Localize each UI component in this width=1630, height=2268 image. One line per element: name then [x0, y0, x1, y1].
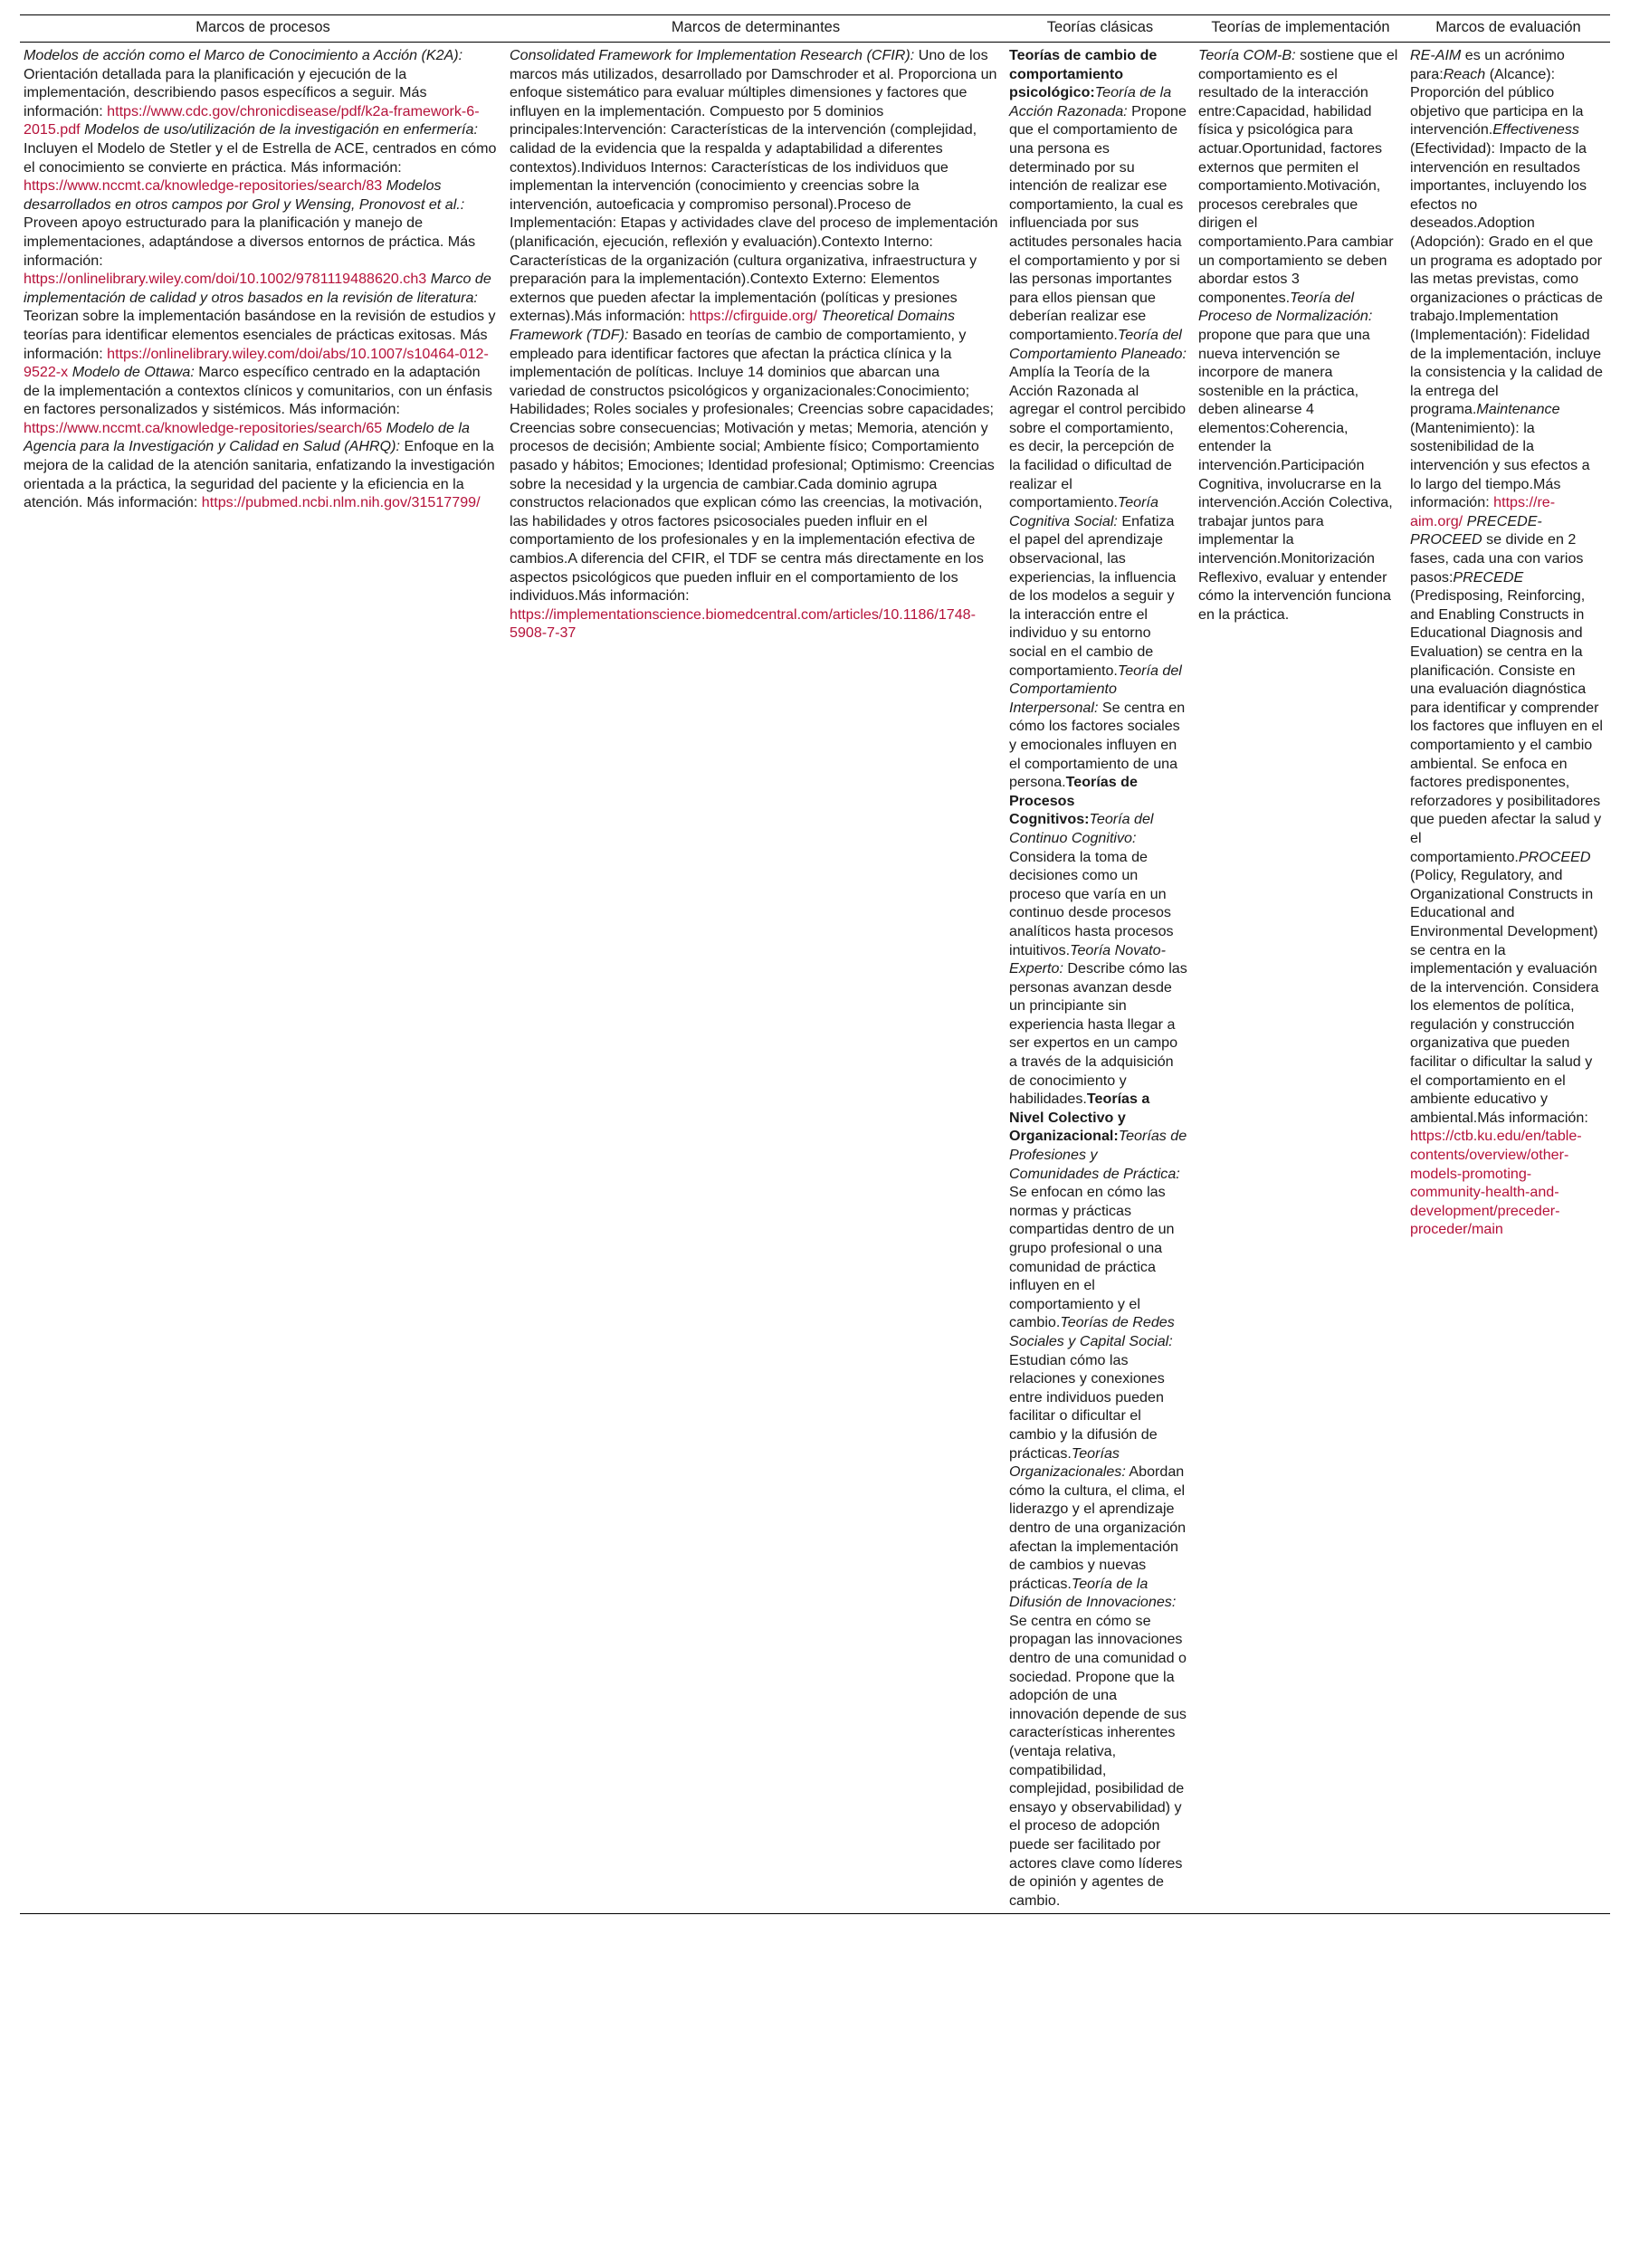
- bold-heading: Teorías de Procesos Cognitivos:: [1009, 774, 1138, 828]
- body-text: Teorizan sobre la implementación basándose en la revisión de estudios y teorías para identificar elementos esenciales de prácticas exitosas. Más información:: [24, 308, 496, 362]
- bold-heading: Teorías de cambio de comportamiento psicológico:: [1009, 47, 1158, 101]
- italic-term: Teoría de la Difusión de Innovaciones:: [1009, 1575, 1177, 1611]
- italic-term: Teoría del Comportamiento Planeado:: [1009, 326, 1187, 362]
- italic-term: Teorías Organizacionales:: [1009, 1444, 1126, 1481]
- reference-link[interactable]: https://www.nccmt.ca/knowledge-repositories/search/83: [24, 177, 383, 195]
- body-text: (Alcance): Proporción del público objetivo que participa en la intervención.: [1410, 65, 1584, 138]
- italic-term: Modelo de Ottawa:: [71, 364, 195, 381]
- header-classic-theories: Teorías clásicas: [1046, 19, 1154, 35]
- italic-term: Modelos desarrollados en otros campos por Grol y Wensing, Pronovost et al.:: [24, 177, 465, 213]
- header-determinant-frameworks: Marcos de determinantes: [671, 19, 841, 35]
- reference-link[interactable]: https://www.nccmt.ca/knowledge-repositories/search/65: [24, 419, 383, 436]
- italic-term: Consolidated Framework for Implementation Research (CFIR):: [510, 47, 915, 63]
- reference-link[interactable]: https://www.cdc.gov/chronicdisease/pdf/k2a-framework-6-2015.pdf: [24, 102, 480, 138]
- italic-term: Teorías de Profesiones y Comunidades de Práctica:: [1009, 1128, 1187, 1182]
- reference-link[interactable]: https://cfirguide.org/: [689, 308, 817, 325]
- italic-term: Effectiveness: [1492, 121, 1579, 138]
- cell-evaluation-frameworks: [1406, 43, 1610, 1914]
- cell-implementation-theories: [1195, 43, 1406, 1914]
- body-text: Marco específico centrado en la adaptación de la implementación a contextos clínicos y comunitarios, con un énfasis en factores personalizados y sistémicos. Más información:: [24, 364, 492, 418]
- body-text: Orientación detallada para la planificación y ejecución de la implementación, describiendo pasos específicos a seguir. Más información:: [24, 65, 427, 119]
- italic-term: Marco de implementación de calidad y otros basados en la revisión de literatura:: [24, 271, 491, 306]
- italic-term: Teoría del Comportamiento Interpersonal:: [1009, 662, 1182, 716]
- body-text: Amplía la Teoría de la Acción Razonada al agregar el control percibido sobre el comportamiento, es decir, la percepción de la facilidad o dificultad de realizar el comportamiento.: [1009, 364, 1187, 511]
- body-text: (Mantenimiento): la sostenibilidad de la intervención y sus efectos a lo largo del tiempo.Más información:: [1410, 419, 1590, 511]
- italic-term: Maintenance: [1476, 401, 1560, 418]
- table-header: [20, 15, 1610, 43]
- header-process-frameworks: Marcos de procesos: [195, 19, 330, 35]
- body-text: Enfoque en la mejora de la calidad de la atención sanitaria, enfatizando la investigación orientada a la práctica, la seguridad del paciente y la eficiencia en la atención. Más información:: [24, 438, 495, 511]
- italic-term: PRECEDE-PROCEED: [1410, 512, 1542, 548]
- body-text: (Efectividad): Impacto de la intervención en resultados importantes, incluyendo los efectos no deseados.Adoption (Adopción): Grado en el que un programa es adoptado por las metas previstas, como organizaciones o prácticas de trabajo.Implementation (Implementación): Fidelidad de la implementación, incluye la consistencia y la calidad de la entrega del programa.: [1410, 139, 1603, 418]
- table-body: [20, 43, 1610, 1914]
- italic-term: Teoría COM-B:: [1198, 47, 1296, 63]
- body-text: sostiene que el comportamiento es el resultado de la interacción entre:Capacidad, habilidad física y psicológica para actuar.Oportunidad, factores externos que permiten el comportamiento.Motivación, procesos cerebrales que dirigen el comportamiento.Para cambiar un comportamiento se deben abordar estos 3 componentes.: [1198, 47, 1398, 306]
- body-text: Enfatiza el papel del aprendizaje observacional, las experiencias, la influencia de los modelos a seguir y la interacción entre el individuo y su entorno social en el cambio de comportamiento.: [1009, 512, 1177, 679]
- body-text: Considera la toma de decisiones como un proceso que varía en un continuo desde procesos analíticos hasta procesos intuitivos.: [1009, 848, 1174, 958]
- reference-link[interactable]: https://onlinelibrary.wiley.com/doi/10.1002/9781119488620.ch3: [24, 271, 427, 288]
- reference-link[interactable]: https://re-aim.org/: [1410, 494, 1556, 529]
- italic-term: Modelo de la Agencia para la Investigación y Calidad en Salud (AHRQ):: [24, 419, 470, 455]
- italic-term: Reach: [1443, 65, 1486, 82]
- body-text: Se enfocan en cómo las normas y prácticas compartidas dentro de un grupo profesional o una comunidad de práctica influyen en el comportamiento y el cambio.: [1009, 1184, 1175, 1331]
- reference-link[interactable]: https://onlinelibrary.wiley.com/doi/abs/10.1007/s10464-012-9522-x: [24, 345, 489, 381]
- reference-link[interactable]: https://implementationscience.biomedcentral.com/articles/10.1186/1748-5908-7-37: [510, 605, 976, 642]
- italic-term: Teoría de la Acción Razonada:: [1009, 84, 1172, 119]
- body-text: Se centra en cómo se propagan las innovaciones dentro de una comunidad o sociedad. Propone que la adopción de una innovación depende de sus características inherentes (ventaja relativa, compatibilidad, complejidad, posibilidad de ensayo y observabilidad) y el proceso de adopción puede ser facilitado por actores clave como líderes de opinión y agentes de cambio.: [1009, 1612, 1187, 1909]
- italic-term: Teoría del Continuo Cognitivo:: [1009, 811, 1154, 846]
- body-text: Se centra en cómo los factores sociales y emocionales influyen en el comportamiento de una persona.: [1009, 699, 1186, 791]
- cell-classic-theories: [1006, 43, 1195, 1914]
- italic-term: Teoría Cognitiva Social:: [1009, 494, 1158, 529]
- header-implementation-theories: Teorías de implementación: [1211, 19, 1390, 35]
- frameworks-table: [20, 14, 1610, 1914]
- bold-heading: Teorías a Nivel Colectivo y Organizacional:: [1009, 1091, 1150, 1145]
- body-text: Proveen apoyo estructurado para la planificación y manejo de implementaciones, adaptándose a diversos entornos de práctica. Más información:: [24, 214, 476, 269]
- italic-term: Theoretical Domains Framework (TDF):: [510, 308, 955, 343]
- body-text: se divide en 2 fases, cada una con varios pasos:: [1410, 531, 1584, 586]
- body-text: es un acrónimo para:: [1410, 47, 1565, 82]
- italic-term: RE-AIM: [1410, 47, 1462, 63]
- body-text: Uno de los marcos más utilizados, desarrollado por Damschroder et al. Proporciona un enfoque sistemático para evaluar múltiples dimensiones y factores que influyen en la implementación. Compuesto por 5 dominios principales:Intervención: Características de la intervención (complejidad, calidad de la evidencia que la respalda y adaptabilidad a diferentes contextos).Individuos Internos: Características de los individuos que implementan la intervención (conocimiento y creencias sobre la intervención, autoeficacia y compromiso personal).Proceso de Implementación: Etapas y actividades clave del proceso de implementación (planificación, ejecución, reflexión y evaluación).Contexto Interno: Características de la organización (cultura organizativa, infraestructura y preparación para la implementación).Contexto Externo: Elementos externos que pueden afectar la implementación (políticas y presiones externas).Más información:: [510, 47, 998, 325]
- italic-term: Teoría del Proceso de Normalización:: [1198, 289, 1373, 325]
- reference-link[interactable]: https://pubmed.ncbi.nlm.nih.gov/31517799/: [201, 494, 481, 511]
- italic-term: Modelos de acción como el Marco de Conocimiento a Acción (K2A):: [24, 47, 463, 63]
- body-text: Basado en teorías de cambio de comportamiento, y empleado para identificar factores que afectan la práctica clínica y la implementación de políticas. Incluye 14 dominios que abarcan una variedad de constructos psicológicos y organizacionales:Conocimiento; Habilidades; Roles sociales y profesionales; Creencias sobre capacidades; Creencias sobre consecuencias; Motivación y metas; Memoria, atención y procesos de decisión; Ambiente social; Ambiente físico; Comportamiento pasado y hábitos; Emociones; Identidad profesional; Optimismo: Creencias sobre la necesidad y la urgencia de cambiar.Cada dominio agrupa constructos relacionados que explican cómo las creencias, la motivación, las habilidades y otros factores psicosociales pueden influir en el comportamiento de los profesionales y en la implementación efectiva de cambios.A diferencia del CFIR, el TDF se centra más directamente en los aspectos psicológicos que pueden influir en el comportamiento de los individuos.Más información:: [510, 326, 995, 605]
- header-evaluation-frameworks: Marcos de evaluación: [1435, 19, 1581, 35]
- cell-determinant-frameworks: [506, 43, 1006, 1914]
- body-text: (Predisposing, Reinforcing, and Enabling Constructs in Educational Diagnosis and Evaluation) se centra en la planificación. Consiste en una evaluación diagnóstica para identificar y comprender los factores que influyen en el comportamiento y el cambio ambiental. Se enfoca en factores predisponentes, reforzadores y posibilitadores que pueden afectar la salud y el comportamiento.: [1410, 587, 1603, 865]
- body-text: (Policy, Regulatory, and Organizational Constructs in Educational and Environmental Development) se centra en la implementación y evaluación de la intervención. Considera los elementos de política, regulación y construcción organizativa que pueden facilitar o dificultar la salud y el comportamiento en el ambiente educativo y ambiental.Más información:: [1410, 867, 1599, 1126]
- italic-term: Teoría Novato-Experto:: [1009, 941, 1166, 977]
- header-row: [20, 15, 1610, 43]
- reference-link[interactable]: https://ctb.ku.edu/en/table-contents/overview/other-models-promoting-community-health-and-development/preceder-proceder/main: [1410, 1128, 1582, 1238]
- cell-process-frameworks: [20, 43, 506, 1914]
- italic-term: PRECEDE: [1453, 568, 1524, 586]
- body-text: Estudian cómo las relaciones y conexiones entre individuos pueden facilitar o dificultar el cambio y la difusión de prácticas.: [1009, 1351, 1165, 1462]
- table-row: [20, 43, 1610, 1914]
- body-text: Describe cómo las personas avanzan desde un principiante sin experiencia hasta llegar a ser expertos en un campo a través de la adquisición de conocimiento y habilidades.: [1009, 960, 1187, 1108]
- italic-term: Teorías de Redes Sociales y Capital Social:: [1009, 1314, 1175, 1349]
- body-text: propone que para que una nueva intervención se incorpore de manera sostenible en la práctica, deben alinearse 4 elementos:Coherencia, entender la intervención.Participación Cognitiva, involucrarse en la intervención.Acción Colectiva, trabajar juntos para implementar la intervención.Monitorización Reflexivo, evaluar y entender cómo la intervención funciona en la práctica.: [1198, 326, 1393, 623]
- italic-term: PROCEED: [1518, 848, 1591, 865]
- italic-term: Modelos de uso/utilización de la investigación en enfermería:: [84, 121, 478, 138]
- body-text: Incluyen el Modelo de Stetler y el de Estrella de ACE, centrados en cómo el conocimiento se convierte en práctica. Más información:: [24, 139, 497, 176]
- body-text: Propone que el comportamiento de una persona es determinado por su intención de realizar ese comportamiento, la cual es influenciada por sus actitudes personales hacia el comportamiento y por si las personas importantes para ellos piensan que deberían realizar ese comportamiento.: [1009, 102, 1187, 343]
- body-text: Abordan cómo la cultura, el clima, el liderazgo y el aprendizaje dentro de una organización afectan la implementación de cambios y nuevas prácticas.: [1009, 1463, 1187, 1592]
